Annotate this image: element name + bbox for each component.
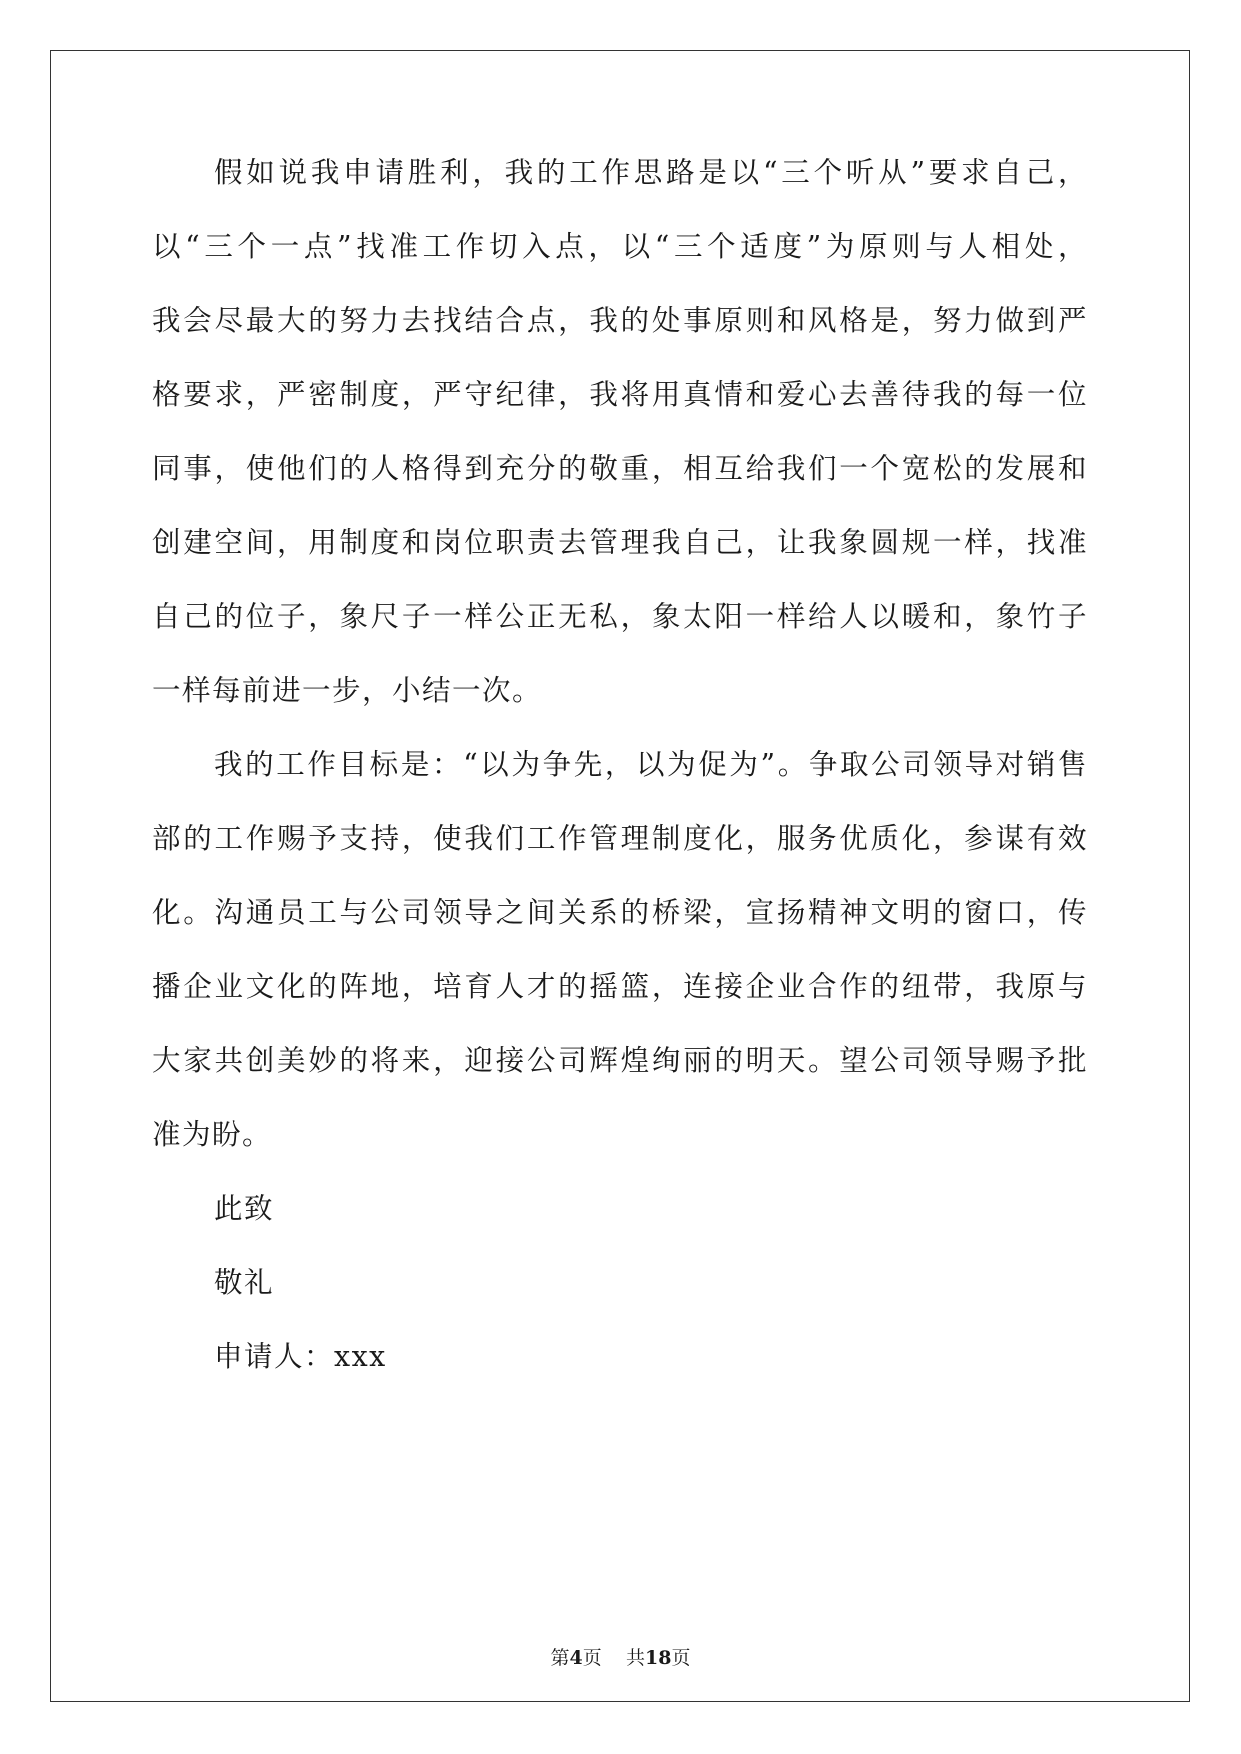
- paragraph-2-line-3: 化。沟通员工与公司领导之间关系的桥梁，宣扬精神文明的窗口，传: [152, 896, 1088, 929]
- footer-total-pages: 18: [644, 1647, 672, 1669]
- paragraph-1-line-1: 假如说我申请胜利，我的工作思路是以“三个听从”要求自己，: [214, 156, 1088, 189]
- footer-total-prefix: 共: [625, 1647, 645, 1669]
- footer-total-unit: 页: [671, 1647, 691, 1669]
- applicant-signature: 申请人：xxx: [214, 1340, 387, 1373]
- paragraph-1-line-7: 自己的位子，象尺子一样公正无私，象太阳一样给人以暖和，象竹子: [152, 600, 1088, 633]
- paragraph-1-line-3: 我会尽最大的努力去找结合点，我的处事原则和风格是，努力做到严: [152, 304, 1088, 337]
- footer-prefix: 第: [550, 1647, 570, 1669]
- paragraph-2-line-2: 部的工作赐予支持，使我们工作管理制度化，服务优质化，参谋有效: [152, 822, 1088, 855]
- paragraph-1-line-8: 一样每前进一步，小结一次。: [152, 674, 543, 707]
- paragraph-2-line-1: 我的工作目标是：“以为争先，以为促为”。争取公司领导对销售: [214, 748, 1088, 781]
- footer-page-number: 4: [569, 1647, 583, 1669]
- footer-page-unit: 页: [582, 1647, 602, 1669]
- paragraph-1-line-2: 以“三个一点”找准工作切入点，以“三个适度”为原则与人相处，: [152, 230, 1088, 263]
- closing-salutation-jing-li: 敬礼: [214, 1266, 275, 1299]
- paragraph-1-line-4: 格要求，严密制度，严守纪律，我将用真情和爱心去善待我的每一位: [152, 378, 1088, 411]
- page-footer: [0, 1646, 1241, 1670]
- paragraph-2-line-4: 播企业文化的阵地，培育人才的摇篮，连接企业合作的纽带，我原与: [152, 970, 1088, 1003]
- page-border: [50, 50, 1190, 1702]
- paragraph-1-line-5: 同事，使他们的人格得到充分的敬重，相互给我们一个宽松的发展和: [152, 452, 1088, 485]
- paragraph-1-line-6: 创建空间，用制度和岗位职责去管理我自己，让我象圆规一样，找准: [152, 526, 1088, 559]
- paragraph-2-line-5: 大家共创美妙的将来，迎接公司辉煌绚丽的明天。望公司领导赐予批: [152, 1044, 1088, 1077]
- paragraph-2-line-6: 准为盼。: [152, 1118, 273, 1151]
- closing-salutation-ci-zhi: 此致: [214, 1192, 275, 1225]
